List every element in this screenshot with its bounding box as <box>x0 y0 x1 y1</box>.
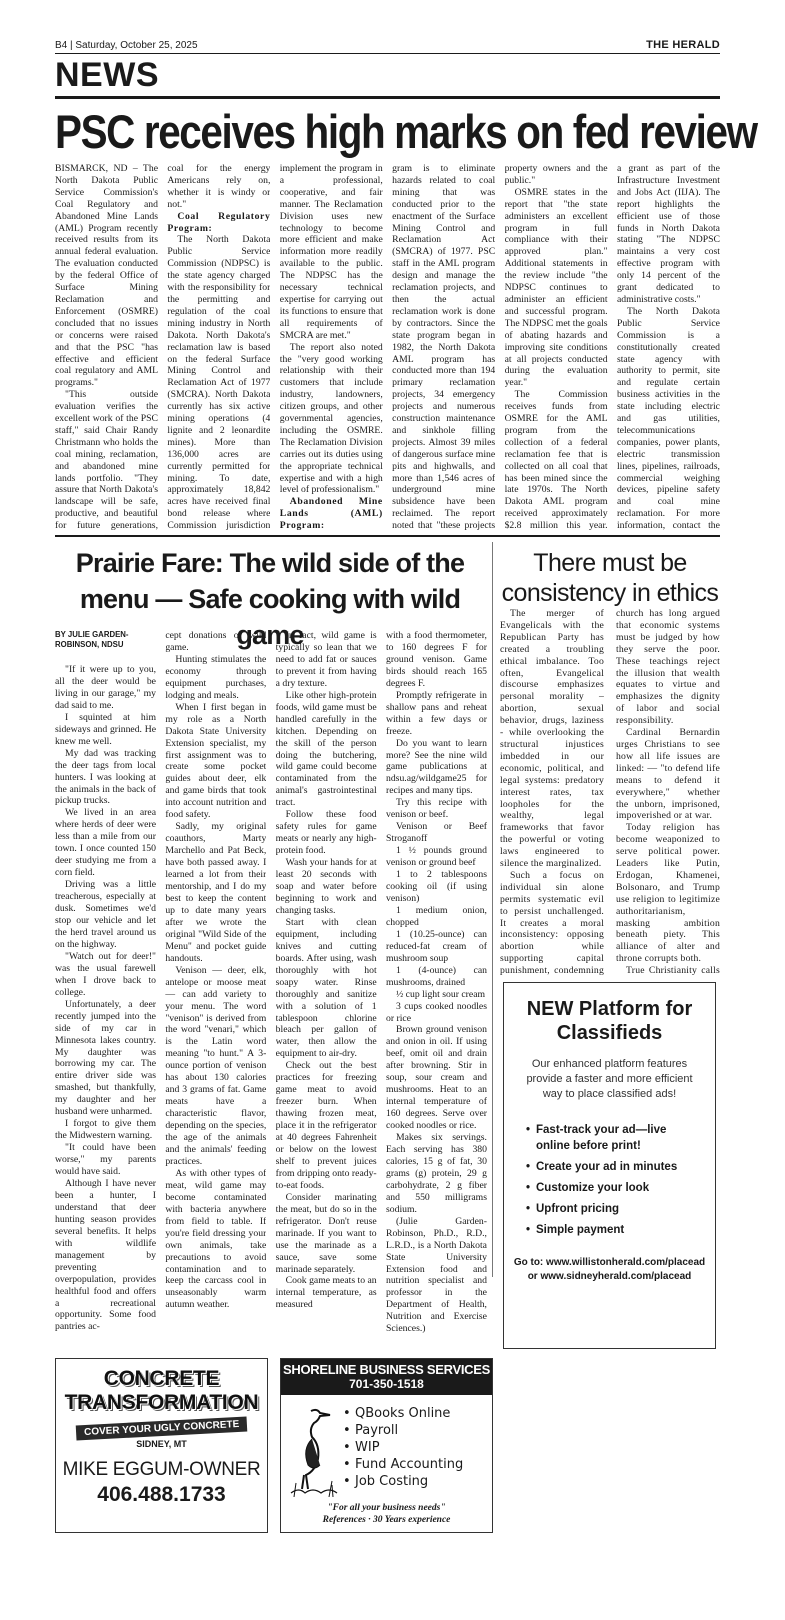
paragraph: gram is to eliminate hazards related to coal mining that was conducted prior to the enactment of the Surface Mining Control and Reclamation Act (SMCRA) of 1977. PSC staff in the AML program design and manage the reclamation projects, and then the actual reclamation work is done by contractors. Since the state program began in 1982, the North Dakota AML program has conducted more than 194 primary reclamation projects, 34 emergency projects and numerous construction maintenance and sinkhole filling projects. Almost 39 miles of dangerous surface mine pits and highwalls, and more than 1,546 acres of underground mine subsidence have been reclaimed. The report noted that "these projects <box>392 163 496 531</box>
story2-headline: Prairie Fare: The wild side of the menu — Safe cooking with wild game <box>75 548 465 650</box>
subhead: Coal Regulatory Program: <box>167 210 271 234</box>
paragraph: Promptly refrigerate in shallow pans and reheat within a few days or freeze. <box>385 689 487 737</box>
concrete-owner: MIKE EGGUM-OWNER <box>62 1459 261 1480</box>
concrete-title-line2: TRANSFORMATION <box>64 1391 259 1414</box>
paper-name: THE HERALD <box>646 39 720 51</box>
article-column <box>276 630 377 1352</box>
paragraph: In fact, wild game is typically so lean that we need to add fat or sauces to prevent it from having a dry texture. <box>275 630 377 689</box>
shoreline-phone[interactable]: 701-350-1518 <box>349 1377 424 1391</box>
paragraph: Start with clean equipment, including knives and cutting boards. After using, wash thoroughly with hot soapy water. Rinse thoroughly and sanitize with a solution of 1 tablespoon chlorine bleach per gallon of water, then allow the equipment to air-dry. <box>275 916 377 1060</box>
paragraph: Follow these food safety rules for game meats or nearly any high-protein food. <box>275 809 377 857</box>
classifieds-feature: • Fast-track your ad—live online before print! <box>526 1122 696 1154</box>
article-column <box>617 163 720 531</box>
article-column <box>55 163 158 531</box>
paragraph: As with other types of meat, wild game may become contaminated with bacteria anywhere from field to table. If you're field dressing your own animals, take precautions to avoid contamination and to keep the carcass cool in unseasonably warm autumn weather. <box>165 1167 267 1311</box>
article-column <box>392 163 495 531</box>
heron-icon <box>289 1405 339 1497</box>
paragraph: True Christianity calls <box>626 965 720 977</box>
paragraph: "Watch out for deer!" was the usual farewell when I drove back to college. <box>55 950 156 998</box>
paragraph: Cook game meats to an internal temperature, as measured <box>275 1275 377 1311</box>
paragraph: Sadly, my original coauthors, Marty Marchello and Pat Beck, have both passed away. I learned a lot from their mentorship, and I do my best to keep the content up to date many years after we wrote the original "Wild Side of the Menu" and pocket guide handouts. <box>165 821 267 964</box>
paragraph: Wash your hands for at least 20 seconds with soap and water before beginning to work and changing tasks. <box>275 857 377 916</box>
shoreline-header <box>281 1359 492 1395</box>
shoreline-services <box>343 1405 463 1490</box>
article-column <box>165 630 266 1352</box>
paragraph: The North Dakota Public Service Commission (NDPSC) is the state agency charged with the responsibility for the permitting and regulation of the coal mining industry in North Dakota. North Dakota's reclamation law is based on the federal Surface Mining Control and Reclamation Act of 1977 (SMCRA). North Dakota currently has six active mining operations (4 lignite and 2 leonardite mines). More than 136,000 acres are currently permitted for mining. To date, approximately 18,842 acres have received final bond release where Commission jurisdiction <box>167 234 271 531</box>
paragraph: with a food thermometer, to 160 degrees F for ground venison. Game birds should reach 165 degrees F. <box>385 630 487 689</box>
paragraph: Do you want to learn more? See the nine wild game publications at ndsu.ag/wildgame25 for recipes and many tips. <box>385 737 487 797</box>
paragraph: implement the program in a professional, cooperative, and fair manner. The Reclamation Division uses new technology to become more efficient and make information more readily available to the public. The NDPSC has the necessary technical expertise for carrying out its functions to ensure that all requirements of SMCRA are met." <box>279 163 383 341</box>
section-rule <box>55 96 720 99</box>
story-divider <box>55 535 720 537</box>
shoreline-ad[interactable] <box>280 1358 493 1533</box>
paragraph: Consider marinating the meat, but do so in the refrigerator. Don't reuse marinade. If you want to use the marinade as a sauce, save some marinade separately. <box>275 1191 377 1275</box>
paragraph: "It could have been worse," my parents would have said. <box>55 1142 156 1178</box>
paragraph: Venison — deer, elk, antelope or moose meat — can add variety to your menu. The word "venison" is derived from the word "venari," which is the Latin word meaning "to hunt." A 3-ounce portion of venison has about 130 calories and 3 grams of fat. Game meats have a characteristic flavor, depending on the species, the age of the animals and the animals' feeding practices. <box>165 964 267 1167</box>
paragraph: 3 cups cooked noodles or rice <box>385 1000 487 1024</box>
subhead: Abandoned Mine Lands (AML) Program: <box>279 496 383 531</box>
shoreline-service: • QBooks Online <box>343 1405 463 1422</box>
page-date: B4 | Saturday, October 25, 2025 <box>55 40 198 51</box>
paragraph: Like other high-protein foods, wild game must be handled carefully in the kitchen. Depending on the skill of the person doing the butchering, wild game could become contaminated from the animal's gastrointestinal tract. <box>275 689 377 809</box>
paragraph: "This outside evaluation verifies the excellent work of the PSC staff," said Chair Randy Christmann who holds the coal mining, reclamation, and abandoned mine lands portfolio. "They assure that North Dakota's landscape will be safe, productive, and beautiful for future generations, <box>55 389 158 531</box>
paragraph: 1 ½ pounds ground venison or ground beef <box>385 845 487 869</box>
paragraph: The Commission receives funds from OSMRE for the AML program from the collection of a federal reclamation fee that is collected on all coal that has been mined since the late 1970s. The North Dakota AML program received approximately $2.8 million this year. <box>504 389 608 531</box>
story3-body <box>500 608 720 978</box>
byline: BY JULIE GARDEN-ROBINSON, NDSU <box>55 630 129 649</box>
paragraph: ½ cup light sour cream <box>395 988 486 1000</box>
paragraph: property owners and the public." <box>504 163 608 186</box>
paragraph: Makes six servings. Each serving has 380 calories, 15 g of fat, 30 grams (g) protein, 29 g carbohydrate, 2 g fiber and 550 milligrams sodium. <box>385 1132 487 1215</box>
article-column <box>500 608 604 978</box>
paragraph: Venison or Beef Stroganoff <box>385 821 487 845</box>
paragraph: Cardinal Bernardin urges Christians to see how all life issues are linked: — "to defend life means to defend it everywhere," whether the unborn, imprisoned, impoverished or at war. <box>616 727 720 822</box>
paragraph: Brown ground venison and onion in oil. If using beef, omit oil and drain after browning. Stir in soup, sour cream and mushrooms. Heat to an internal temperature of 160 degrees. Serve over cooked noodles or rice. <box>385 1024 487 1132</box>
shoreline-name: SHORELINE BUSINESS SERVICES <box>283 1362 490 1377</box>
concrete-title-line1: CONCRETE <box>103 1367 220 1390</box>
article-column <box>55 630 156 1352</box>
classifieds-ad[interactable] <box>503 982 716 1349</box>
classifieds-link[interactable] <box>504 1256 715 1284</box>
paragraph: coal for the energy Americans rely on, whether it is windy or not." <box>167 163 271 210</box>
paragraph: Driving was a little treacherous, especially at dusk. Sometimes we'd stop our vehicle and let the herd travel around us on the highway. <box>55 879 156 950</box>
masthead <box>55 38 720 54</box>
paragraph: 1 medium onion, chopped <box>385 904 487 928</box>
paragraph: My dad was tracking the deer tags from local hunters. I was looking at the animals in the back of pickup trucks. <box>55 747 156 807</box>
classifieds-link-williston[interactable]: Go to: www.willistonherald.com/placead <box>513 1257 706 1268</box>
story2-body <box>55 630 487 1352</box>
paragraph: 1 (10.25-ounce) can reduced-fat cream of mushroom soup <box>385 928 487 964</box>
shoreline-tagline-2: References · 30 Years experience <box>322 1515 451 1525</box>
article-column <box>167 163 270 531</box>
paragraph: Unfortunately, a deer recently jumped into the side of my car in Minnesota lakes country. My daughter was borrowing my car. The entire driver side was smashed, but thankfully, my daughter and her husband were unharmed. <box>55 998 156 1118</box>
masthead-rule <box>55 53 720 54</box>
classifieds-title: NEW Platform for Classifieds <box>526 998 693 1044</box>
paragraph: Check out the best practices for freezing game meat to avoid freezer burn. When thawing frozen meat, place it in the refrigerator at 40 degrees Fahrenheit or below on the lowest shelf to prevent juices from dripping onto ready-to-eat foods. <box>275 1060 377 1191</box>
paragraph: Try this recipe with venison or beef. <box>385 797 487 821</box>
article-column <box>505 163 608 531</box>
shoreline-tagline <box>281 1502 492 1526</box>
paragraph: Although I have never been a hunter, I understand that deer hunting season provides several benefits. It helps with wildlife management by preventing overpopulation, provides healthful food and offers a recreational opportunity. Some food pantries ac- <box>55 1177 156 1333</box>
paragraph: The merger of Evangelicals with the Republican Party has created a troubling ethical imbalance. Too often, Evangelical discourse emphasizes personal morality – abortion, sexual behavior, drugs, laziness - while overlooking the structural injustices imbedded in our economic, political, and legal systems: predatory interest rates, tax loopholes for the wealthy, legal frameworks that favor the powerful or voting laws engineered to silence the marginalized. <box>500 608 604 870</box>
story3-headline: There must be consistency in ethics <box>501 549 719 607</box>
paragraph: Such a focus on individual sin alone permits systematic evil to persist unchallenged. It creates a moral inconsistency: opposing abortion while supporting capital punishment, condemning <box>500 869 604 977</box>
classifieds-feature: • Upfront pricing <box>526 1201 696 1217</box>
paragraph: a grant as part of the Infrastructure Investment and Jobs Act (IIJA). The report highlights the efficient use of those funds in North Dakota stating "The NDPSC maintains a very cost effective program with only 14 percent of the grant dedicated to administrative costs." <box>616 163 720 305</box>
concrete-ad[interactable] <box>55 1358 268 1533</box>
paragraph: We lived in an area where herds of deer were less than a mile from our town. I once counted 150 deer studying me from a corn field. <box>55 807 156 879</box>
shoreline-service: • Job Costing <box>343 1473 463 1490</box>
classifieds-link-sidney[interactable]: or www.sidneyherald.com/placead <box>527 1271 692 1282</box>
story1-body <box>55 163 720 531</box>
concrete-phone[interactable]: 406.488.1733 <box>97 1483 226 1506</box>
shoreline-service: • WIP <box>343 1439 463 1456</box>
paragraph: 1 (4-ounce) can mushrooms, drained <box>385 964 487 988</box>
paragraph: 1 to 2 tablespoons cooking oil (if using venison) <box>385 869 487 904</box>
paragraph: I squinted at him sideways and grinned. He knew me well. <box>55 711 156 747</box>
shoreline-tagline-1: "For all your business needs" <box>327 1503 446 1513</box>
section-title: NEWS <box>55 56 159 94</box>
paragraph: "If it were up to you, all the deer would be living in our garage," my dad said to me. <box>55 664 156 711</box>
classifieds-feature-list <box>526 1122 715 1238</box>
article-column <box>280 163 383 531</box>
paragraph: BISMARCK, ND – The North Dakota Public Service Commission's Coal Regulatory and Abandoned Mine Lands (AML) Program recently received results from its annual federal evaluation. The evaluation conducted by the federal Office of Surface Mining Reclamation and Enforcement (OSMRE) concluded that no issues or concerns were raised and that the PSC "has effective and efficient coal regulatory and AML programs." <box>55 163 158 389</box>
paragraph: Hunting stimulates the economy through equipment purchases, lodging and meals. <box>165 653 267 701</box>
classifieds-feature: • Simple payment <box>526 1222 696 1238</box>
classifieds-description: Our enhanced platform features provide a faster and more efficient way to place classified ads! <box>526 1058 693 1100</box>
article-column <box>616 608 720 978</box>
concrete-location: SIDNEY, MT <box>136 1439 187 1449</box>
story1-headline: PSC receives high marks on fed review <box>55 105 757 158</box>
classifieds-feature: • Create your ad in minutes <box>526 1159 696 1175</box>
paragraph: church has long argued that economic systems must be judged by how they serve the poor. These teachings reject the illusion that wealth equates to virtue and emphasizes the dignity of labor and social responsibility. <box>616 608 720 727</box>
shoreline-service: • Payroll <box>343 1422 463 1439</box>
paragraph: cept donations of wild game. <box>165 630 267 653</box>
paragraph: (Julie Garden-Robinson, Ph.D., R.D., L.R.D., is a North Dakota State University Extension food and nutrition specialist and professor in the Department of Health, Nutrition and Exercise Sciences.) <box>385 1215 487 1335</box>
classifieds-feature: • Customize your look <box>526 1180 696 1196</box>
paragraph: Today religion has become weaponized to serve political power. Leaders like Putin, Erdogan, Khamenei, Bolsonaro, and Trump use religion to legitimize authoritarianism, masking ambition beneath piety. This alliance of alter and throne corrupts both. <box>616 822 720 965</box>
article-column <box>386 630 487 1352</box>
paragraph: The report also noted the "very good working relationship with their customers that include industry, landowners, citizen groups, and other governmental agencies, including the OSMRE. The Reclamation Division carries out its duties using the appropriate technical expertise and with a high level of professionalism." <box>279 341 383 496</box>
paragraph: I forgot to give them the Midwestern warning. <box>55 1118 156 1142</box>
column-divider <box>492 542 493 1277</box>
paragraph: The North Dakota Public Service Commission is a constitutionally created state agency with authority to permit, site and regulate certain business activities in the state including electric and gas utilities, telecommunications companies, power plants, electric transmission lines, pipelines, railroads, commercial weighing devices, pipeline safety and coal mine reclamation. For more information, contact the <box>616 305 720 531</box>
concrete-banner: COVER YOUR UGLY CONCRETE <box>76 1417 248 1441</box>
paragraph: OSMRE states in the report that "the state administers an excellent program in full compliance with their approved plan." Additional statements in the review include "the NDPSC continues to administer an efficient and successful program. The NDPSC met the goals of abating hazards and improving site conditions at all projects conducted during the evaluation year." <box>504 186 608 389</box>
shoreline-service: • Fund Accounting <box>343 1456 463 1473</box>
paragraph: When I first began in my role as a North Dakota State University Extension specialist, my first assignment was to create some pocket guides about deer, elk and game birds that took into account nutrition and food safety. <box>165 701 267 821</box>
